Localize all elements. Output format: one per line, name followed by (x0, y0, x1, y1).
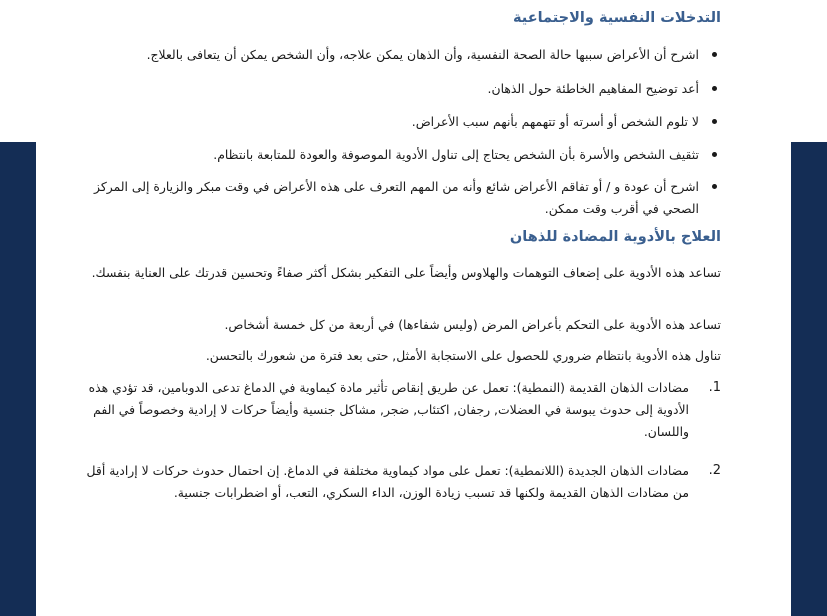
bullet-text: تثقيف الشخص والأسرة بأن الشخص يحتاج إلى تناول الأدوية الموصوفة والعودة للمتابعة بانتظام. (213, 147, 699, 162)
item-number: 2. (708, 463, 721, 478)
bullet-icon (712, 119, 717, 124)
bullet-icon (712, 152, 717, 157)
item-text: مضادات الذهان الجديدة (اللانمطية): تعمل على مواد كيماوية مختلفة في الدماغ. إن احتمال حدوث حركات لا إرادية أقل من مضادات الذهان القديمة ولكنها قد تسبب زيادة الوزن، الداء السكري، التعب، أو اضطرابات جنسية. (86, 463, 689, 500)
numbered-item (76, 460, 721, 504)
bullet-item (76, 144, 721, 166)
paragraph: تساعد هذه الأدوية على التحكم بأعراض المرض (وليس شفاءها) في أربعة من كل خمسة أشخاص. (224, 317, 721, 332)
bullet-item (76, 78, 721, 100)
bullet-icon (712, 52, 717, 57)
right-decorative-band (791, 142, 827, 616)
section-title-psychosocial: التدخلات النفسية والاجتماعية (512, 10, 721, 26)
paragraph: تساعد هذه الأدوية على إضعاف التوهمات والهلاوس وأيضاً على التفكير بشكل أكثر صفاءً وتحسين قدرتك على العناية بنفسك. (91, 265, 721, 280)
bullet-text: اشرح أن الأعراض سببها حالة الصحة النفسية، وأن الذهان يمكن علاجه، وأن الشخص يمكن أن يتعافى بالعلاج. (146, 47, 699, 62)
item-number: 1. (708, 380, 721, 395)
bullet-icon (712, 184, 717, 189)
numbered-item (76, 377, 721, 443)
item-text: مضادات الذهان القديمة (النمطية): تعمل عن طريق إنقاص تأثير مادة كيماوية في الدماغ تدعى الدوبامين، قد تؤدي هذه الأدوية إلى حدوث يبوسة في العضلات, رجفان, اكتئاب, ضجر, مشاكل جنسية وأيضاً حركات لا إرادية وخصوصاً في الفم واللسان. (88, 380, 689, 439)
left-decorative-band (0, 142, 36, 616)
document-page (36, 0, 791, 616)
bullet-item (76, 44, 721, 66)
bullet-item (76, 176, 721, 220)
bullet-text: اشرح أن عودة و / أو تفاقم الأعراض شائع وأنه من المهم التعرف على هذه الأعراض في وقت مبكر والزيارة إلى المركز الصحي في أقرب وقت ممكن. (94, 179, 699, 216)
bullet-text: أعد توضيح المفاهيم الخاطئة حول الذهان. (487, 81, 699, 96)
bullet-icon (712, 86, 717, 91)
bullet-text: لا تلوم الشخص أو أسرته أو تتهمهم بأنهم سبب الأعراض. (411, 114, 699, 129)
bullet-item (76, 111, 721, 133)
paragraph: تناول هذه الأدوية بانتظام ضروري للحصول على الاستجابة الأمثل, حتى بعد فترة من شعورك بالتحسن. (205, 348, 721, 363)
section-title-antipsychotics: العلاج بالأدوية المضادة للذهان (509, 229, 721, 245)
